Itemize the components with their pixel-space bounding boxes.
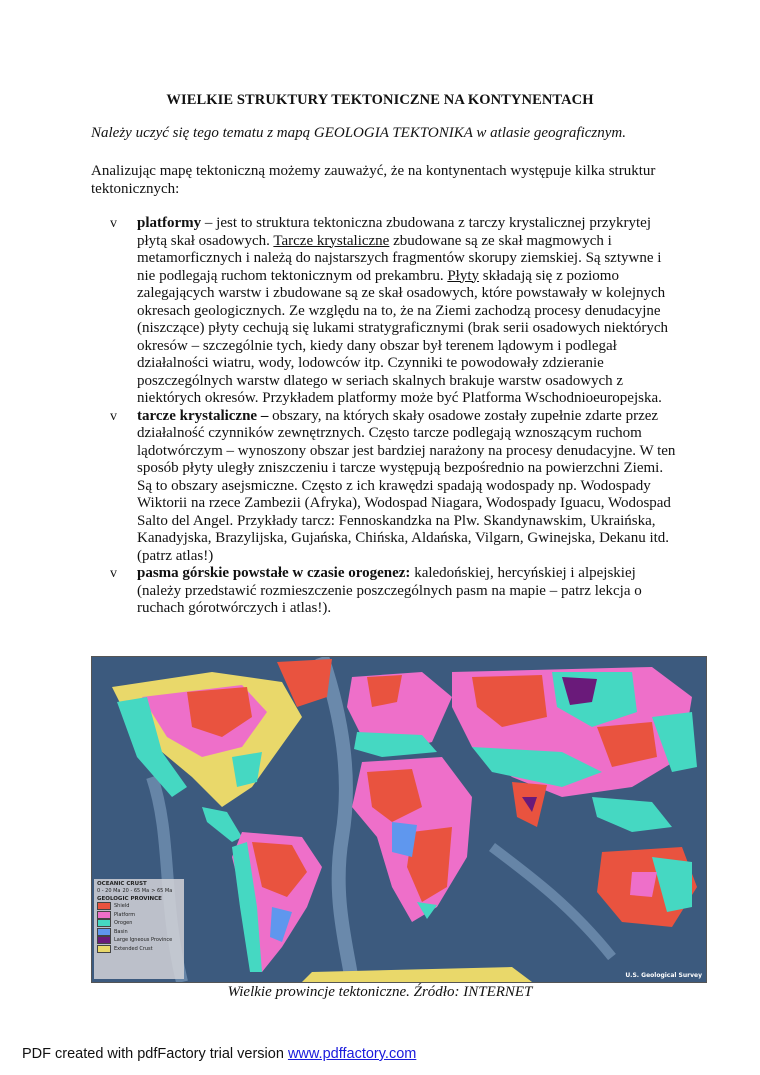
legend-row	[97, 919, 181, 928]
legend-label: Shield	[114, 903, 130, 910]
legend-title-oceanic: OCEANIC CRUST	[97, 881, 147, 887]
legend-row	[97, 928, 181, 937]
intro-paragraph: Analizując mapę tektoniczną możemy zauważyć, że na kontynentach występuje kilka struktur tektonicznych:	[91, 163, 656, 197]
legend-age-label: 0 - 20 Ma	[97, 888, 121, 894]
term-pasma: pasma górskie powstałe w czasie orogenez:	[137, 565, 411, 581]
bullet-marker: v	[110, 408, 117, 424]
legend-swatch	[97, 945, 111, 953]
map-legend	[94, 879, 184, 979]
map-caption: Wielkie prowincje tektoniczne. Źródło: INTERNET	[227, 984, 533, 1000]
underlined-term: Tarcze krystaliczne	[273, 232, 390, 249]
item-text: składają się z poziomo zalegających warstw i zbudowane są ze skał osadowych, które powstawały w kolejnych okresach geologicznych. Ze względu na to, że na Ziemi zachodzą procesy denudacyjne (niszczące) płyty cechują się lukami stratygraficznymi (brak serii osadowych niektórych okresów – szczególnie tych, kiedy dany obszar był terenem lądowym i podlegał działalności wiatru, wody, lodowców itp. Czynniki te powodowały zdzieranie poszczególnych warstw dlatego w seriach skalnych brakuje warstw osadowych z niektórych okresów. Przykładem platformy może być Platforma Wschodnioeuropejska.	[137, 267, 669, 406]
legend-age-label: > 65 Ma	[151, 888, 173, 894]
footer-text: PDF created with pdfFactory trial version	[22, 1046, 288, 1062]
legend-swatch	[97, 928, 111, 936]
term-tarcze: tarcze krystaliczne –	[137, 407, 269, 424]
list-item-platformy	[110, 215, 680, 408]
pdffactory-link[interactable]: www.pdffactory.com	[287, 1046, 417, 1062]
structure-list	[110, 215, 680, 618]
legend-label: Large Igneous Province	[114, 937, 173, 944]
list-item-pasma	[110, 565, 680, 618]
tectonic-map-image	[91, 656, 707, 983]
pdf-footer	[22, 1046, 416, 1062]
bullet-marker: v	[110, 216, 117, 231]
legend-swatch	[97, 936, 111, 944]
legend-row	[97, 936, 181, 945]
item-text: zbudowane są ze skał magmowych i metamorficznych i należą do najstarszych fragmentów skorupy ziemskiej. Są sztywne i nie podlegają ruchom tektonicznym od prekambru.	[137, 232, 662, 284]
legend-row	[97, 945, 181, 954]
study-note: Należy uczyć się tego tematu z mapą GEOLOGIA TEKTONIKA w atlasie geograficznym.	[91, 125, 626, 141]
world-map-drawing	[92, 657, 706, 982]
document-title: WIELKIE STRUKTURY TEKTONICZNE NA KONTYNENTACH	[166, 92, 594, 108]
legend-swatch	[97, 902, 111, 910]
item-text: obszary, na których skały osadowe zostały zupełnie zdarte przez działalność czynników zewnętrznych. Często tarcze podlegają wznoszącym ruchom lądotwórczym – wynoszony obszar jest bardziej narażony na procesy denudacyjne. W ten sposób płyty uległy zniszczeniu i tarcze występują bezpośrednio na powierzchni Ziemi. Są to obszary asejsmiczne. Często z ich krawędzi spadają wodospady np. Wodospady Wiktorii na rzece Zambezii (Afryka), Wodospad Niagara, Wodospady Iguacu, Wodospad Salto del Angel. Przykłady tarcz: Fennoskandzka na Plw. Skandynawskim, Ukraińska, Kanadyjska, Brazylijska, Gujańska, Chińska, Aldańska, Vilgarn, Gwinejska, Dekanu itd. (patrz atlas!)	[137, 407, 676, 564]
legend-label: Platform	[114, 911, 136, 918]
list-item-tarcze	[110, 408, 680, 566]
map-credit: U.S. Geological Survey	[625, 972, 702, 979]
legend-age-label: 20 - 65 Ma	[122, 888, 150, 894]
item-text: – jest to struktura tektoniczna zbudowana z tarczy krystalicznej przykrytej płytą skał osadowych.	[137, 215, 651, 249]
legend-label: Basin	[114, 928, 128, 935]
legend-label: Extended Crust	[114, 945, 153, 952]
underlined-term: Płyty	[447, 267, 480, 284]
legend-row	[97, 911, 181, 920]
term-platformy: platformy	[137, 215, 202, 231]
legend-title-province: GEOLOGIC PROVINCE	[97, 896, 162, 902]
legend-swatch	[97, 911, 111, 919]
legend-label: Orogen	[114, 920, 133, 927]
legend-row	[97, 902, 181, 911]
item-text: kaledońskiej, hercyńskiej i alpejskiej (należy przedstawić rozmieszczenie poszczególnych pasm na mapie – patrz lekcja o ruchach górotwórczych i atlas!).	[137, 565, 642, 616]
legend-swatch	[97, 919, 111, 927]
bullet-marker: v	[110, 566, 117, 581]
legend-age-row	[97, 888, 181, 894]
